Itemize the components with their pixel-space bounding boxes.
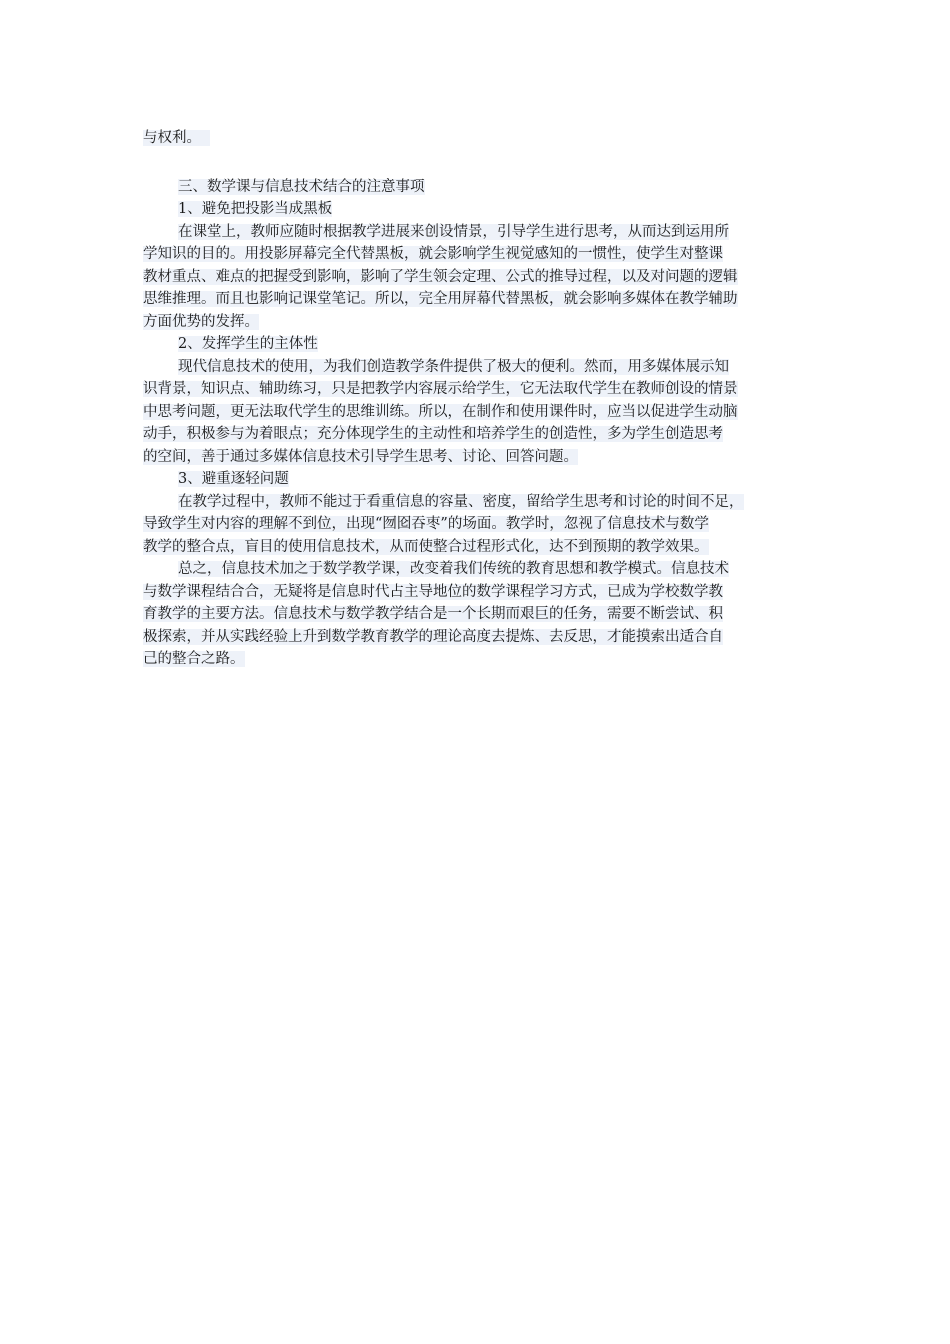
text-line: 动手，积极参与为着眼点；充分体现学生的主动性和培养学生的创造性，多为学生创造思考	[143, 426, 723, 442]
text-line: 学知识的目的。用投影屏幕完全代替黑板，就会影响学生视觉感知的一惯性，使学生对整课	[143, 246, 723, 262]
text-line: 导致学生对内容的理解不到位，出现“囫囵吞枣”的场面。教学时，忽视了信息技术与数学	[143, 516, 709, 532]
text-line: 在教学过程中，教师不能过于看重信息的容量、密度，留给学生思考和讨论的时间不足，	[178, 493, 744, 510]
text-line: 现代信息技术的使用，为我们创造教学条件提供了极大的便利。然而，用多媒体展示知	[178, 358, 729, 375]
text-line: 育教学的主要方法。信息技术与数学教学结合是一个长期而艰巨的任务，需要不断尝试、积	[143, 606, 723, 622]
text-line: 思维推理。而且也影响记课堂笔记。所以，完全用屏幕代替黑板，就会影响多媒体在教学辅助	[143, 291, 738, 307]
subsection-heading: 3、避重逐轻问题	[178, 471, 289, 487]
text-line: 方面优势的发挥。	[143, 313, 259, 330]
text-line: 在课堂上，教师应随时根据教学进展来创设情景，引导学生进行思考，从而达到运用所	[178, 223, 729, 240]
text-line: 教学的整合点，盲目的使用信息技术，从而使整合过程形式化，达不到预期的教学效果。	[143, 538, 709, 555]
text-line: 中思考问题，更无法取代学生的思维训练。所以，在制作和使用课件时，应当以促进学生动脑	[143, 403, 738, 420]
subsection-heading: 1、避免把投影当成黑板	[178, 201, 333, 217]
text-line: 识背景，知识点、辅助练习，只是把教学内容展示给学生，它无法取代学生在教师创设的情景	[143, 381, 738, 397]
text-line: 的空间，善于通过多媒体信息技术引导学生思考、讨论、回答问题。	[143, 448, 578, 465]
text-line: 己的整合之路。	[143, 651, 245, 667]
section-heading: 三、数学课与信息技术结合的注意事项	[178, 178, 425, 195]
paragraph-gap	[143, 150, 809, 176]
text-line: 与权利。	[143, 127, 809, 150]
text-line: 教材重点、难点的把握受到影响，影响了学生领会定理、公式的推导过程，以及对问题的逻辑	[143, 268, 738, 285]
subsection-heading: 2、发挥学生的主体性	[178, 336, 318, 352]
document-body	[143, 127, 809, 671]
text-line: 极探索，并从实践经验上升到数学教育教学的理论高度去提炼、去反思，才能摸索出适合自	[143, 628, 723, 645]
text-line: 与数学课程结合合，无疑将是信息时代占主导地位的数学课程学习方式，已成为学校数学教	[143, 583, 723, 600]
text-line: 总之，信息技术加之于数学教学课，改变着我们传统的教育思想和教学模式。信息技术	[178, 561, 729, 577]
